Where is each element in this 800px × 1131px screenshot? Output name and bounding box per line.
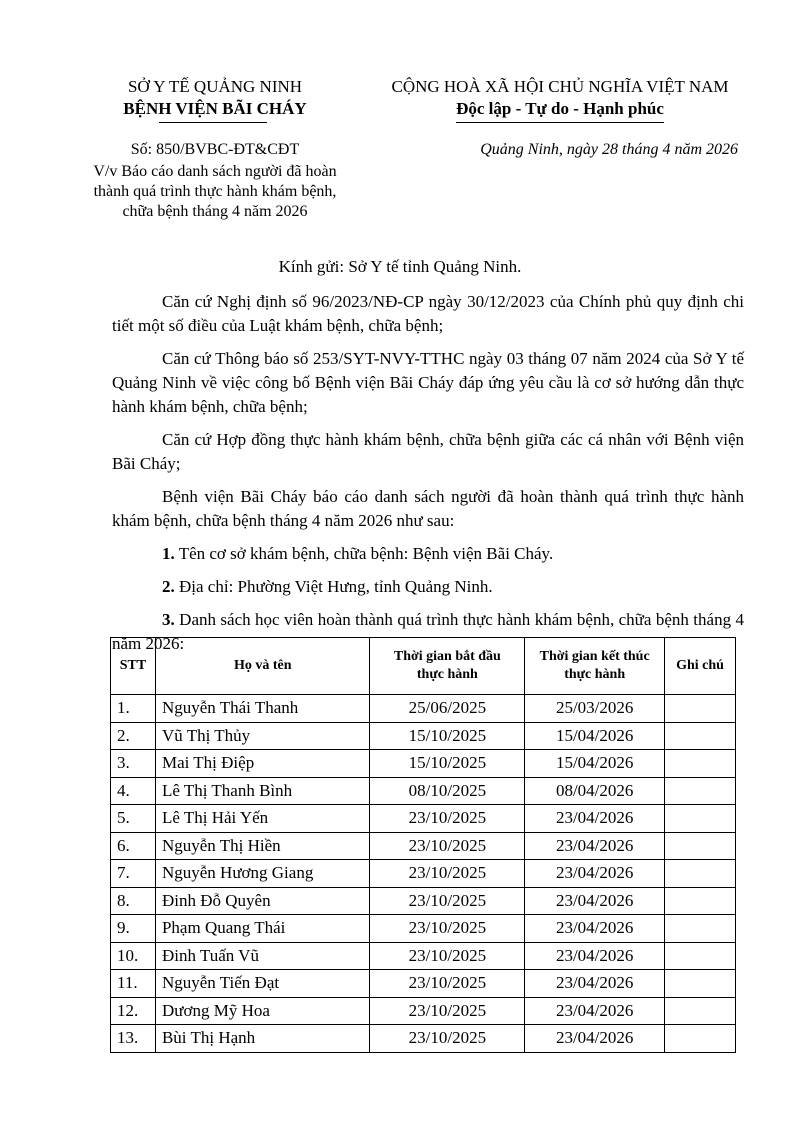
body-paragraph: Căn cứ Nghị định số 96/2023/NĐ-CP ngày 30/12/2023 của Chính phủ quy định chi tiết một số điều của Luật khám bệnh, chữa bệnh; [112, 292, 744, 335]
table-row [111, 722, 736, 750]
note-cell [665, 942, 736, 970]
trainee-name: Vũ Thị Thủy [155, 722, 370, 750]
table-row [111, 695, 736, 723]
note-cell [665, 805, 736, 833]
item-number: 2. [162, 577, 175, 596]
row-number: 5. [111, 805, 156, 833]
document-body [112, 290, 744, 665]
row-number: 13. [111, 1025, 156, 1053]
note-cell [665, 860, 736, 888]
trainee-name: Nguyễn Thị Hiền [155, 832, 370, 860]
note-cell [665, 887, 736, 915]
organization-underline [159, 122, 266, 123]
organization-name-text: BỆNH VIỆN BÃI CHÁY [123, 99, 307, 118]
body-paragraph: Căn cứ Hợp đồng thực hành khám bệnh, chữa bệnh giữa các cá nhân với Bệnh viện Bãi Cháy; [112, 430, 744, 473]
row-number: 11. [111, 970, 156, 998]
row-number: 3. [111, 750, 156, 778]
body-paragraph: Bệnh viện Bãi Cháy báo cáo danh sách người đã hoàn thành quá trình thực hành khám bệnh, chữa bệnh tháng 4 năm 2026 như sau: [112, 487, 744, 530]
start-date: 23/10/2025 [370, 860, 525, 888]
start-date: 15/10/2025 [370, 722, 525, 750]
end-date: 23/04/2026 [525, 832, 665, 860]
header-end-line1: Thời gian kết thúc [539, 649, 650, 664]
end-date: 23/04/2026 [525, 1025, 665, 1053]
header-start-time [370, 638, 525, 695]
agency-name: SỞ Y TẾ QUẢNG NINH [127, 77, 303, 96]
table-row [111, 860, 736, 888]
motto-underline [456, 122, 664, 123]
end-date: 23/04/2026 [525, 860, 665, 888]
note-cell [665, 997, 736, 1025]
table-row [111, 777, 736, 805]
end-date: 08/04/2026 [525, 777, 665, 805]
trainee-name: Phạm Quang Thái [155, 915, 370, 943]
start-date: 23/10/2025 [370, 970, 525, 998]
trainee-table [110, 637, 736, 1053]
note-cell [665, 832, 736, 860]
start-date: 23/10/2025 [370, 805, 525, 833]
table-row [111, 997, 736, 1025]
end-date: 23/04/2026 [525, 942, 665, 970]
end-date: 23/04/2026 [525, 805, 665, 833]
header-start-line1: Thời gian bắt đầu [393, 649, 501, 664]
item-text: Địa chỉ: Phường Việt Hưng, tỉnh Quảng Ninh. [174, 577, 493, 596]
end-date: 25/03/2026 [525, 695, 665, 723]
trainee-name: Dương Mỹ Hoa [155, 997, 370, 1025]
start-date: 08/10/2025 [370, 777, 525, 805]
numbered-item [112, 575, 744, 599]
header-note: Ghi chú [665, 638, 736, 695]
row-number: 8. [111, 887, 156, 915]
subject-line: thành quá trình thực hành khám bệnh, [93, 183, 337, 200]
note-cell [665, 695, 736, 723]
numbered-item [112, 542, 744, 566]
body-paragraph: Căn cứ Thông báo số 253/SYT-NVY-TTHC ngày 03 tháng 07 năm 2024 của Sở Y tế Quảng Ninh về việc công bố Bệnh viện Bãi Cháy đáp ứng yêu cầu là cơ sở hướng dẫn thực hành khám bệnh, chữa bệnh; [112, 349, 744, 416]
trainee-name: Mai Thị Điệp [155, 750, 370, 778]
note-cell [665, 777, 736, 805]
note-cell [665, 750, 736, 778]
table-header-row [111, 638, 736, 695]
item-number: 1. [162, 544, 175, 563]
start-date: 23/10/2025 [370, 887, 525, 915]
reference-number: Số: 850/BVBC-ĐT&CĐT [130, 141, 300, 158]
row-number: 9. [111, 915, 156, 943]
note-cell [665, 915, 736, 943]
table-row [111, 832, 736, 860]
end-date: 23/04/2026 [525, 915, 665, 943]
trainee-name: Đinh Đỗ Quyên [155, 887, 370, 915]
table-row [111, 887, 736, 915]
end-date: 23/04/2026 [525, 887, 665, 915]
trainee-name: Đinh Tuấn Vũ [155, 942, 370, 970]
national-header [360, 76, 760, 160]
start-date: 23/10/2025 [370, 915, 525, 943]
header-end-time [525, 638, 665, 695]
end-date: 23/04/2026 [525, 997, 665, 1025]
row-number: 12. [111, 997, 156, 1025]
row-number: 4. [111, 777, 156, 805]
item-text: Tên cơ sở khám bệnh, chữa bệnh: Bệnh viện Bãi Cháy. [174, 544, 554, 563]
national-motto [456, 98, 664, 120]
note-cell [665, 1025, 736, 1053]
trainee-name: Lê Thị Hải Yến [155, 805, 370, 833]
table-row [111, 805, 736, 833]
trainee-name: Lê Thị Thanh Bình [155, 777, 370, 805]
trainee-name: Bùi Thị Hạnh [155, 1025, 370, 1053]
subject-line: V/v Báo cáo danh sách người đã hoàn [93, 163, 337, 180]
row-number: 10. [111, 942, 156, 970]
row-number: 2. [111, 722, 156, 750]
trainee-name: Nguyễn Thái Thanh [155, 695, 370, 723]
note-cell [665, 722, 736, 750]
item-number: 3. [162, 610, 175, 629]
subject-line: chữa bệnh tháng 4 năm 2026 [122, 203, 308, 220]
header-name: Họ và tên [155, 638, 370, 695]
organization-name [123, 98, 306, 120]
note-cell [665, 970, 736, 998]
end-date: 23/04/2026 [525, 970, 665, 998]
country-name: CỘNG HOÀ XÃ HỘI CHỦ NGHĨA VIỆT NAM [391, 77, 729, 96]
header-stt: STT [111, 638, 156, 695]
end-date: 15/04/2026 [525, 722, 665, 750]
header-start-line2: thực hành [416, 667, 478, 682]
header-end-line2: thực hành [564, 667, 626, 682]
sender-header [70, 76, 360, 222]
table-row [111, 970, 736, 998]
trainee-name: Nguyễn Tiến Đạt [155, 970, 370, 998]
start-date: 23/10/2025 [370, 997, 525, 1025]
table-row [111, 750, 736, 778]
end-date: 15/04/2026 [525, 750, 665, 778]
start-date: 25/06/2025 [370, 695, 525, 723]
start-date: 23/10/2025 [370, 1025, 525, 1053]
table-row [111, 915, 736, 943]
table-row [111, 942, 736, 970]
start-date: 23/10/2025 [370, 832, 525, 860]
national-motto-text: Độc lập - Tự do - Hạnh phúc [456, 99, 664, 118]
start-date: 15/10/2025 [370, 750, 525, 778]
place-date: Quảng Ninh, ngày 28 tháng 4 năm 2026 [480, 141, 738, 158]
start-date: 23/10/2025 [370, 942, 525, 970]
subject-block [70, 162, 360, 222]
row-number: 1. [111, 695, 156, 723]
row-number: 7. [111, 860, 156, 888]
trainee-name: Nguyễn Hương Giang [155, 860, 370, 888]
table-row [111, 1025, 736, 1053]
row-number: 6. [111, 832, 156, 860]
table-body [111, 695, 736, 1053]
recipient-line: Kính gửi: Sở Y tế tỉnh Quảng Ninh. [278, 257, 522, 276]
item-text: Danh sách học viên hoàn thành quá trình thực hành khám bệnh, chữa bệnh tháng 4 năm 2026: [112, 610, 744, 653]
